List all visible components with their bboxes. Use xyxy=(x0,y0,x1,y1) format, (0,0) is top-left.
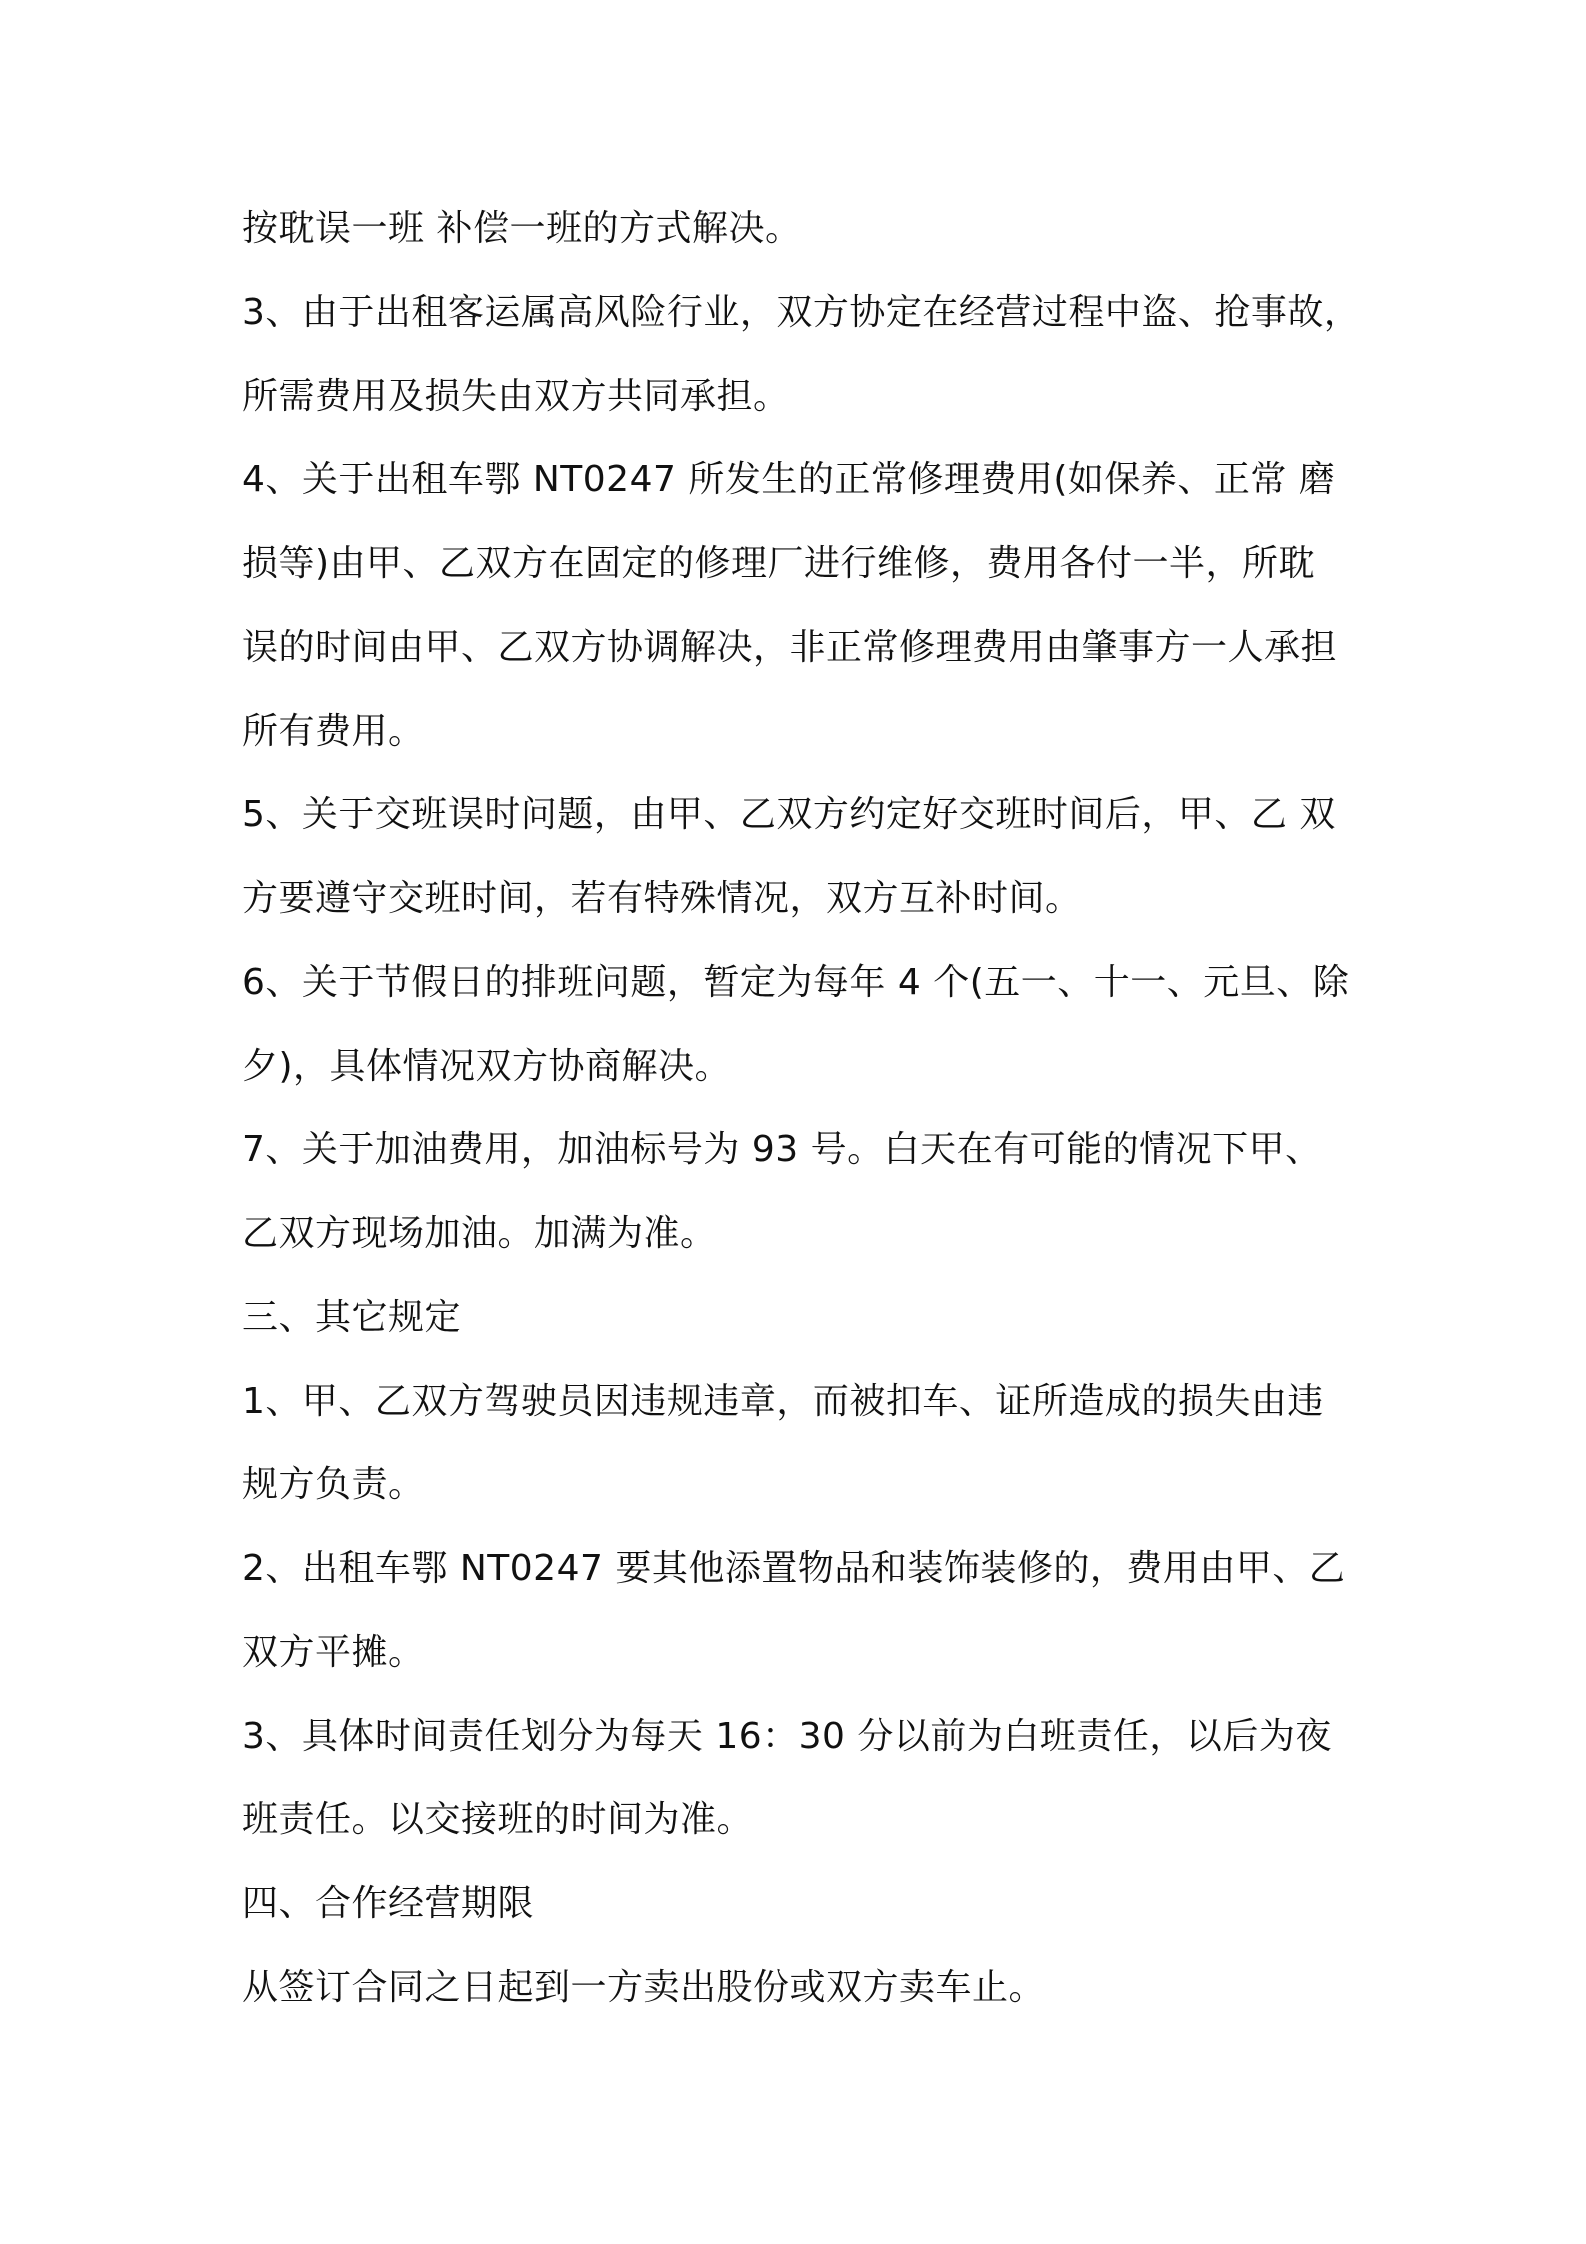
text-line: 按耽误一班 补偿一班的方式解决。 xyxy=(242,208,802,249)
text-line: 夕)，具体情况双方协商解决。 xyxy=(242,1046,732,1087)
text-line: 3、由于出租客运属高风险行业，双方协定在经营过程中盗、抢事故， xyxy=(242,292,1361,333)
text-line: 3、具体时间责任划分为每天 16：30 分以前为白班责任，以后为夜 xyxy=(242,1716,1332,1757)
text-line: 损等)由甲、乙双方在固定的修理厂进行维修，费用各付一半，所耽 xyxy=(242,543,1316,584)
text-line: 4、关于出租车鄂 NT0247 所发生的正常修理费用(如保养、正常 磨 xyxy=(242,459,1336,500)
section-heading: 三、其它规定 xyxy=(242,1297,462,1338)
text-line: 7、关于加油费用，加油标号为 93 号。白天在有可能的情况下甲、 xyxy=(242,1129,1322,1170)
text-line: 1、甲、乙双方驾驶员因违规违章，而被扣车、证所造成的损失由违 xyxy=(242,1381,1324,1422)
text-line: 方要遵守交班时间，若有特殊情况，双方互补时间。 xyxy=(242,878,1082,919)
text-line: 6、关于节假日的排班问题，暂定为每年 4 个(五一、十一、元旦、除 xyxy=(242,962,1350,1003)
text-line: 从签订合同之日起到一方卖出股份或双方卖车止。 xyxy=(242,1967,1046,2008)
text-line: 误的时间由甲、乙双方协调解决，非正常修理费用由肇事方一人承担 xyxy=(242,627,1338,668)
text-line: 所需费用及损失由双方共同承担。 xyxy=(242,376,790,417)
section-heading: 四、合作经营期限 xyxy=(242,1883,535,1924)
text-line: 2、出租车鄂 NT0247 要其他添置物品和装饰装修的，费用由甲、乙 xyxy=(242,1548,1346,1589)
text-line: 5、关于交班误时问题，由甲、乙双方约定好交班时间后，甲、乙 双 xyxy=(242,794,1336,835)
text-line: 双方平摊。 xyxy=(242,1632,425,1673)
text-line: 所有费用。 xyxy=(242,711,425,752)
text-line: 乙双方现场加油。加满为准。 xyxy=(242,1213,717,1254)
text-line: 规方负责。 xyxy=(242,1464,425,1505)
text-line: 班责任。以交接班的时间为准。 xyxy=(242,1799,754,1840)
